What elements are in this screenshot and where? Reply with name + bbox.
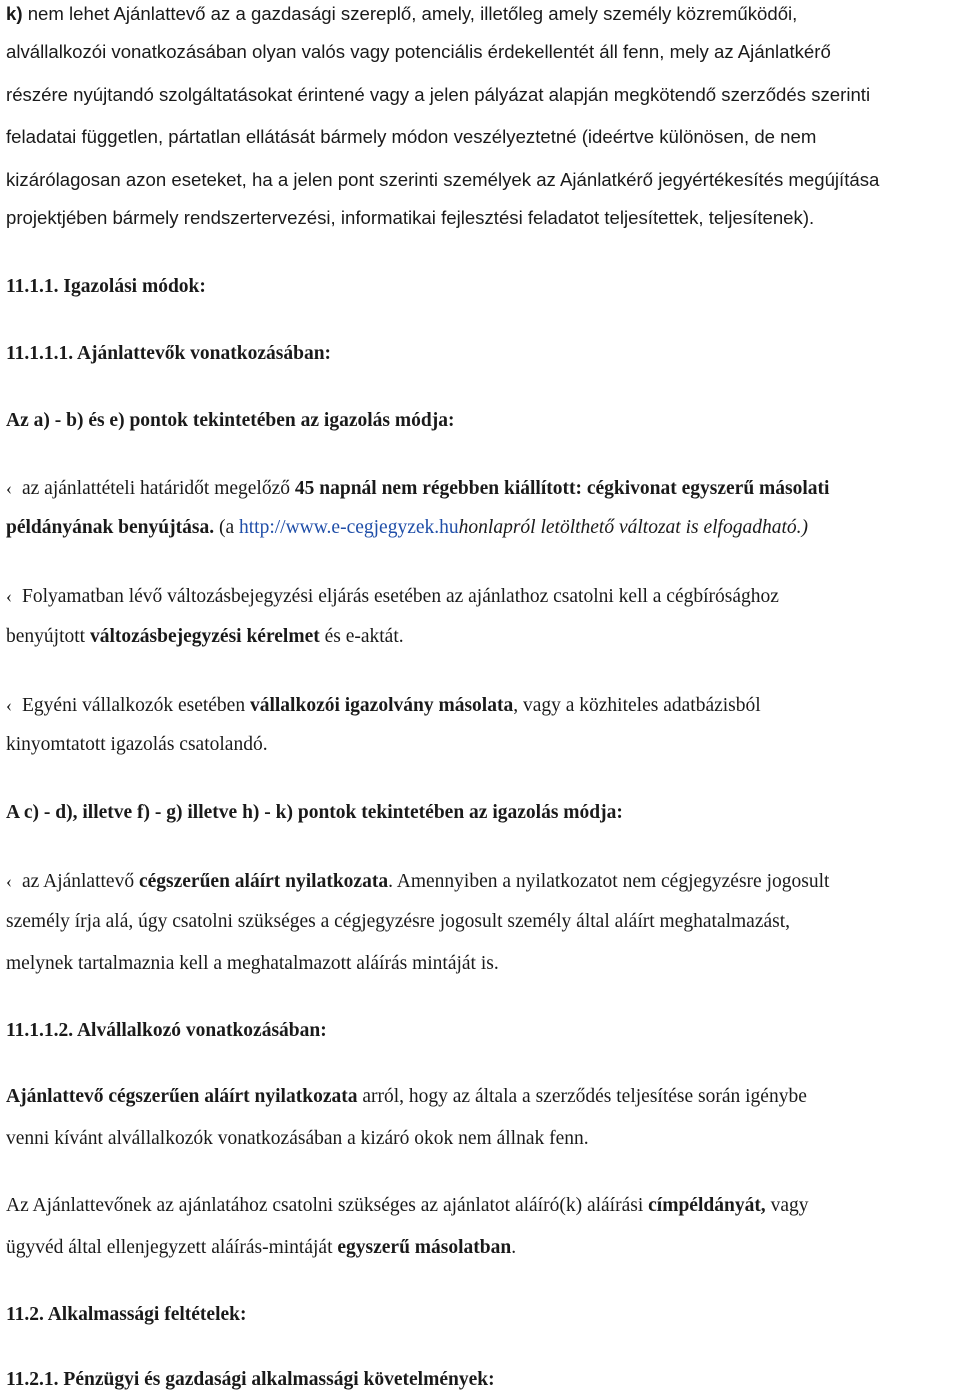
para-k-line-1: k) nem lehet Ajánlattevő az a gazdasági szereplő, amely, illetőleg amely személy közreműködői, [6,3,798,24]
bullet-egyeni-vallalkozo-line-2: kinyomtatott igazolás csatolandó. [6,734,268,755]
heading-igazolasi-modok: 11.1.1. Igazolási módok: [6,276,206,297]
para-alvallalkozo-line-2: venni kívánt alvállalkozók vonatkozásában a kizáró okok nem állnak fenn. [6,1128,589,1149]
bullet-egyeni-vallalkozo-line-1: ‹ Egyéni vállalkozók esetében vállalkozói igazolvány másolata, vagy a közhiteles adatbázisból [6,695,761,716]
para-k-line-6: projektjében bármely rendszertervezési, informatikai fejlesztési feladatot teljesítettek, teljesítenek). [6,207,815,228]
bullet-marker-icon: ‹ [6,478,12,498]
heading-alkalmassagi: 11.2. Alkalmassági feltételek: [6,1304,247,1325]
bullet-marker-icon: ‹ [6,871,12,891]
bullet-nyilatkozat-line-1: ‹ az Ajánlattevő cégszerűen aláírt nyilatkozata. Amennyiben a nyilatkozatot nem cégjegyzésre jogosult [6,871,830,892]
para-alvallalkozo-line-1: Ajánlattevő cégszerűen aláírt nyilatkozata arról, hogy az általa a szerződés teljesítése során igénybe [6,1086,807,1107]
heading-penzugyi: 11.2.1. Pénzügyi és gazdasági alkalmassági követelmények: [6,1369,495,1390]
bullet-nyilatkozat-line-2: személy írja alá, úgy csatolni szükséges a cégjegyzésre jogosult személy által aláírt meghatalmazást, [6,911,791,932]
heading-ajanlattevok: 11.1.1.1. Ajánlattevők vonatkozásában: [6,343,332,364]
heading-alvallalkozo: 11.1.1.2. Alvállalkozó vonatkozásában: [6,1020,327,1041]
bullet-cegkivonat-line-2: példányának benyújtása. (a http://www.e-cegjegyzek.huhonlapról letölthető változat is elfogadható.) [6,517,809,538]
para-cimpeldany-line-2: ügyvéd által ellenjegyzett aláírás-mintáját egyszerű másolatban. [6,1237,517,1258]
para-k-label: k) [6,3,23,24]
para-k-line-4: feladatai független, pártatlan ellátását bármely módon veszélyeztetné (ideértve különösen, de nem [6,126,817,147]
bullet-marker-icon: ‹ [6,695,12,715]
heading-cd-fg-hk: A c) - d), illetve f) - g) illetve h) - k) pontok tekintetében az igazolás módja: [6,802,623,823]
para-cimpeldany-line-1: Az Ajánlattevőnek az ajánlatához csatolni szükséges az ajánlatot aláíró(k) aláírási címpéldányát, vagy [6,1195,809,1216]
e-cegjegyzek-link[interactable]: http://www.e-cegjegyzek.hu [238,517,459,538]
para-k-line-3: részére nyújtandó szolgáltatásokat érintené vagy a jelen pályázat alapján megkötendő szerződés szerinti [6,84,871,105]
bullet-valtozasbejegyzes-line-1: ‹ Folyamatban lévő változásbejegyzési eljárás esetében az ajánlathoz csatolni kell a cégbírósághoz [6,586,779,607]
bullet-marker-icon: ‹ [6,586,12,606]
bullet-valtozasbejegyzes-line-2: benyújtott változásbejegyzési kérelmet és e-aktát. [6,626,404,647]
bullet-cegkivonat-line-1: ‹ az ajánlattételi határidőt megelőző 45 napnál nem régebben kiállított: cégkivonat egyszerű másolati [6,478,830,499]
para-k-line-2: alvállalkozói vonatkozásában olyan valós vagy potenciális érdekellentét áll fenn, mely az Ajánlatkérő [6,41,831,62]
para-k-line-5: kizárólagosan azon eseteket, ha a jelen pont szerinti személyek az Ajánlatkérő jegyértékesítés megújítása [6,169,880,190]
bullet-nyilatkozat-line-3: melynek tartalmaznia kell a meghatalmazott aláírás mintáját is. [6,953,499,974]
heading-ab-e: Az a) - b) és e) pontok tekintetében az igazolás módja: [6,410,455,431]
